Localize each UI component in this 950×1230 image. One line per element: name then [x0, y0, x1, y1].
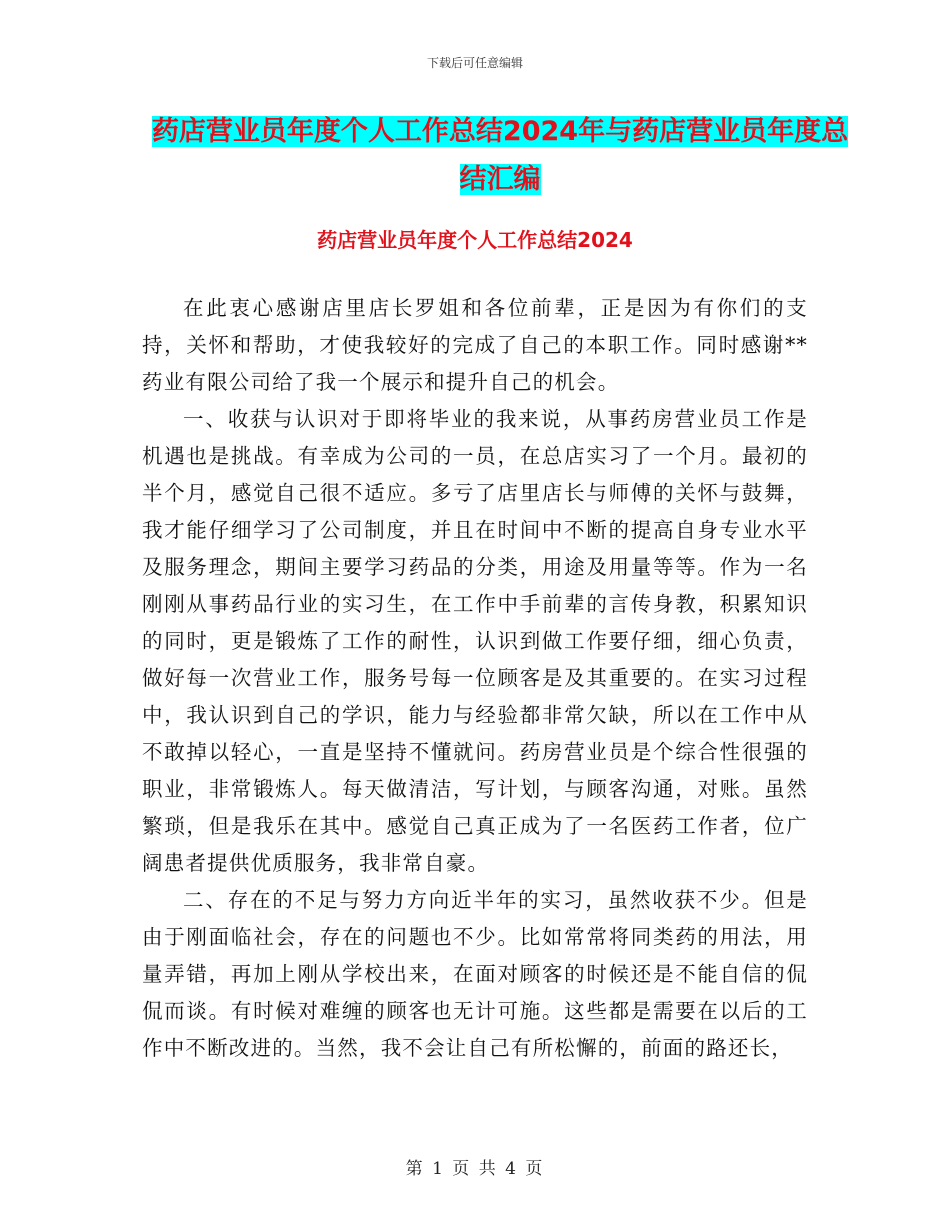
page-number: 第 1 页 共 4 页 [405, 1159, 545, 1179]
paragraph-2: 一、收获与认识对于即将毕业的我来说，从事药房营业员工作是机遇也是挑战。有幸成为公司的一员，在总店实习了一个月。最初的半个月，感觉自己很不适应。多亏了店里店长与师傅的关怀与鼓舞，我才能仔细学习了公司制度，并且在时间中不断的提高自身专业水平及服务理念，期间主要学习药品的分类，用途及用量等等。作为一名刚刚从事药品行业的实习生，在工作中手前辈的言传身教，积累知识的同时，更是锻炼了工作的耐性，认识到做工作要仔细，细心负责，做好每一次营业工作，服务号每一位顾客是及其重要的。在实习过程中，我认识到自己的学识，能力与经验都非常欠缺，所以在工作中从不敢掉以轻心，一直是坚持不懂就问。药房营业员是个综合性很强的职业，非常锻炼人。每天做清洁，写计划，与顾客沟通，对账。虽然繁琐，但是我乐在其中。感觉自己真正成为了一名医药工作者，位广阔患者提供优质服务，我非常自豪。 [142, 407, 808, 875]
paragraph-3: 二、存在的不足与努力方向近半年的实习，虽然收获不少。但是由于刚面临社会，存在的问题也不少。比如常常将同类药的用法，用量弄错，再加上刚从学校出来，在面对顾客的时候还是不能自信的侃侃而谈。有时候对难缠的顾客也无计可施。这些都是需要在以后的工作中不断改进的。当然，我不会让自己有所松懈的，前面的路还长， [142, 888, 808, 1060]
paragraph-1: 在此衷心感谢店里店长罗姐和各位前辈，正是因为有你们的支持，关怀和帮助，才使我较好的完成了自己的本职工作。同时感谢**药业有限公司给了我一个展示和提升自己的机会。 [142, 296, 808, 394]
document-title-text: 药店营业员年度个人工作总结2024年与药店营业员年度总结汇编 [151, 116, 849, 195]
document-body [142, 290, 808, 1067]
page-header-note: 下载后可任意编辑 [426, 56, 523, 70]
section-title: 药店营业员年度个人工作总结2024 [317, 228, 633, 252]
document-title [150, 108, 850, 204]
